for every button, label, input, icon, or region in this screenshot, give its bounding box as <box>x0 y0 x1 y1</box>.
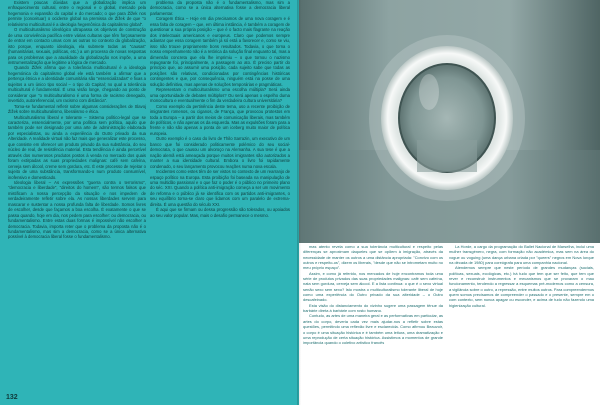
text-column-3 <box>303 244 443 405</box>
paragraph: Assim, e como já referido, nos mercados de hoje encontramos toda uma série de produtos privados das suas propriedades malignas: café sem cafeína, nata sem gordura, cerveja sem álcool. E a lista continua: o que é o sexo virtual senão sexo sem sexo? Isto mostra o multiculturalismo tolerante liberal de hoje como uma experiência do Outro privado da sua alteridade – o Outro descafeinado. <box>303 270 443 303</box>
porthole-image <box>299 0 600 243</box>
paragraph: problema da proposta não é o fundamentalismo, mas sim a democracia, como se a única alternativa fosse a democracia liberal parlamentar. <box>150 0 290 16</box>
paragraph: Contudo, as artes de uma maneira geral e as performativas em particular, as artes do corpo, deveria cada vez mais ajudar-nos a refletir sobre estas questões, permitindo uma reflexão livre e esclarecida. Como afirmou Beauvoir, o corpo é uma situação histórica e é também uma leitura, uma dramatização e uma reprodução de certa situação histórica. Assistimos a momentos de grande importância quando o coletivo artístico francês <box>303 313 443 346</box>
paragraph: Coragem Ética – Hoje em dia precisamos de uma nova coragem e é essa falta de coragem – que, em última instância, é também a coragem de questionar a sua própria posição – que é o facto mais flagrante na reação dos intelectuais americanos e europeus. Claro que podemos sempre adiantar que essa coragem também já só está a favorecer e, como se viu, isso não trouxe propriamente bons resultados. Todavia, o que torna o nosso empenhamento não é a retórica da solução final enquanto tal, mas a dimensão concreta que ela lhe imprimiu – o que tornou o nazismo repugnante foi, principalmente, a passagem ao ato. É preciso partir do princípio que, ao assumir uma posição, cada sujeito sabe que todas as posições são relativas, condicionadas por contingências históricas contingentes e que, por consequência, ninguém está na posse de uma solução definitiva, mas apenas de soluções temporárias e pragmáticas. <box>150 16 290 87</box>
paragraph: Existem poucas dúvidas que a globalização implica um enfraquecimento cultural, entre o regional e o global, mercado pela hegemonia e expansão do capital e do mercado; o que para Žižek nos permite (conceituar) o ocidente global na premissa de Žižek de que "o relativismo multicultural é a ideologia hegemônica do capitalismo global". <box>8 0 146 27</box>
right-page <box>299 0 600 405</box>
left-page <box>0 0 299 405</box>
paragraph: Quando Žižek afirma que a tolerância multicultural é a ideologia hegemónica do capitalismo global ele está também a afirmar que a pertença étnica e a identidade comunitária são "essencializadas" e fixas a sujeitos a um único tipo social – o tipo do Capital; no qual a tolerância multicultural é fundamental. É uma visão longe, chegando ao ponto de considerar que "o multiculturalismo é uma forma de racismo denegado, invertido, autoreferencial, um racismo com distância". <box>8 65 146 104</box>
paragraph: Esta visão do distanciamento do vizinho sugere uma passagem tênue da barbárie direta à barbárie com rosto humano. <box>303 302 443 314</box>
paragraph: Outro exemplo é o caso do livro de Thilo Sarrazin, um executivo de um banco que foi considerado politicamente polémico do seu social-democrata, o que causou um alvoroço na Alemanha. A sua tese é que a nação alemã está ameaçada porque muitos imigrantes são autorizados a manter a sua identidade cultural. Embora o livro foi rapidamente condenado, o seu lançamento provocou reações numa nova escala. <box>150 136 290 169</box>
paragraph: Incidentes como estes têm de ser vistos no contexto de um rearranjo de espaço político na Europa. Esta proibição foi baseada na manipulação de uma multidão passional e o que faz o poder é o público no primeiro plano do séc. XXI. Quando a política anti-imigração começa a ser um movimento de reforma e o público já se identifica com os partidos anti-imigrantes, o seu equilíbrio torna-se claro que lidamos com um paralelo de extrema-direita. É uma questão do século XXI. <box>150 169 290 207</box>
paragraph: Representam o multiculturalismo uma escolha múltipla? Será ainda uma oportunidade de debates múltiplos? Ou será apenas o espelho duma monocultura e eventualmente o fim da verdadeira cultura universitária? <box>150 87 290 104</box>
paragraph: La Horde, a cargo da programação do Ballet Nacional de Marselha, inclui uma mulher transgénero, negra, com formação não académica, mas sem na área do vogue ou voguing (uma dança urbana criada por "queers" negros em Nova Iorque na década de 1980) para coreógrafa para uma companhia nacional. <box>449 244 594 266</box>
page-number: 132 <box>6 394 18 401</box>
paragraph: Atendemos sempre que neste período de grandes mudanças (sociais, políticas, sexuais, ecológicas, etc.) há tudo que tem que ser feito, que tem que rever e reconstruir instrumentos e mecanismos que se provaram o mau funcionamento, tendendo a regressar a esquemas pré-modernos como a censura, a vigilância sobre o outro, a repressão, entre muitos outros. Para compreendermos quem somos precisamos de compreender o passado e o presente, sempre em o com contexto, sem nunca apagar ou esconder, e acima de tudo não fazendo uma higienização cultural. <box>449 265 594 308</box>
text-column-4 <box>449 244 594 405</box>
paragraph: Ideologia liberal – As expressões "guerra contra o terrorismo", "democracia e liberdade", "direitos do homem", são termos falsos que mistificam a nossa percepção da situação e nos impedem de verdadeiramente refletir sobre ela. As nossas liberdades servem para mascarar e sustentar a nossa profunda falta de liberdade. Somos livres de escolher, desde que façamos a boa escolha. É exatamente o que se passa quando, hoje em dia, nos pedem para escolher: ou democracia, ou fundamentalismo. Entre estas duas formas é impossível não escolher a democracia. Todavia, importa reter que o problema da proposta não é o fundamentalismo, mas sim a democracia, como se a única alternativa possível à democracia liberal fosse o fundamentalismo. <box>8 179 146 240</box>
paragraph: Toma-se fundamental refletir sobre algumas considerações de Slavoj Žižek sobre multiculturalismo, liberalismo e ética. <box>8 103 146 115</box>
paragraph: Como exemplo da pertinência deste tema, uso a recente proibição de imigrantes romenos, ou ciganos, de França, que provocou protestos em toda a Europa – a partir dos meios de comunicação liberais, mas também de políticos, e não apenas os da esquerda. Mas as expulsões foram para a frente e não são apenas a ponta de um iceberg muito maior de política europeia. <box>150 103 290 136</box>
text-column-1 <box>8 0 146 392</box>
paragraph: Multiculturalismo liberal e tolerante – Sistema político-legal que se caracteriza, essencialmente, por uma política sem política, aquilo que também pode ser designado por uma arte de administração elaborada por especialistas, ou ainda a experiência do Outro privado da sua Alteridade. A realidade virtual não faz mais que generalizar este processo, que consiste em oferecer um produto privado da sua substância, do seu núcleo de real, de resistência material. Esta tendência é ainda percetível através dos numerosos produtos postos à venda no mercado dos quais foram extirpadas as suas propriedades malignas: café sem cafeína, cerveja sem álcool, creme sem gordura, etc. É este processo de rejeitar o sujeito de uma substância, transformando-o num produto consumível, inofensivo e domesticado. <box>8 114 146 180</box>
text-column-2 <box>150 0 290 404</box>
page-gutter <box>297 0 301 405</box>
paragraph: É aqui que se firmam ou dessa progressão são tolerados, ou apoiados ao seu valor popular. Mas, mais o desafio permanece o mesmo. <box>150 207 290 218</box>
paragraph: mas atento revela como a sua tolerância multicultural e respeito pelas diferenças se aproximam daqueles que se opõem à imigração, através da necessidade de manter os outros a uma distância apropriada: "Convivo com os outros e respeito-os", dizem os liberais, "desde que não se intrometam muito no meu próprio espaço". <box>303 244 443 271</box>
porthole-photo <box>299 0 600 243</box>
paragraph: O multiculturalismo ideológico ultrapassa os objetivos de construção de uma convivência pacífica entre várias culturas que têm forçosamente de entrar em contacto umas com as outras no contexto da globalização, isto porque, enquanto ideologia, ela submete todas as "causas" (humanitárias, sexuais, políticas, etc.) a um processo de novas respostas para os problemas que a atualidade da globalização nos impõe, a uma instrumentalização que legitime a lógica de mercado. <box>8 27 146 65</box>
